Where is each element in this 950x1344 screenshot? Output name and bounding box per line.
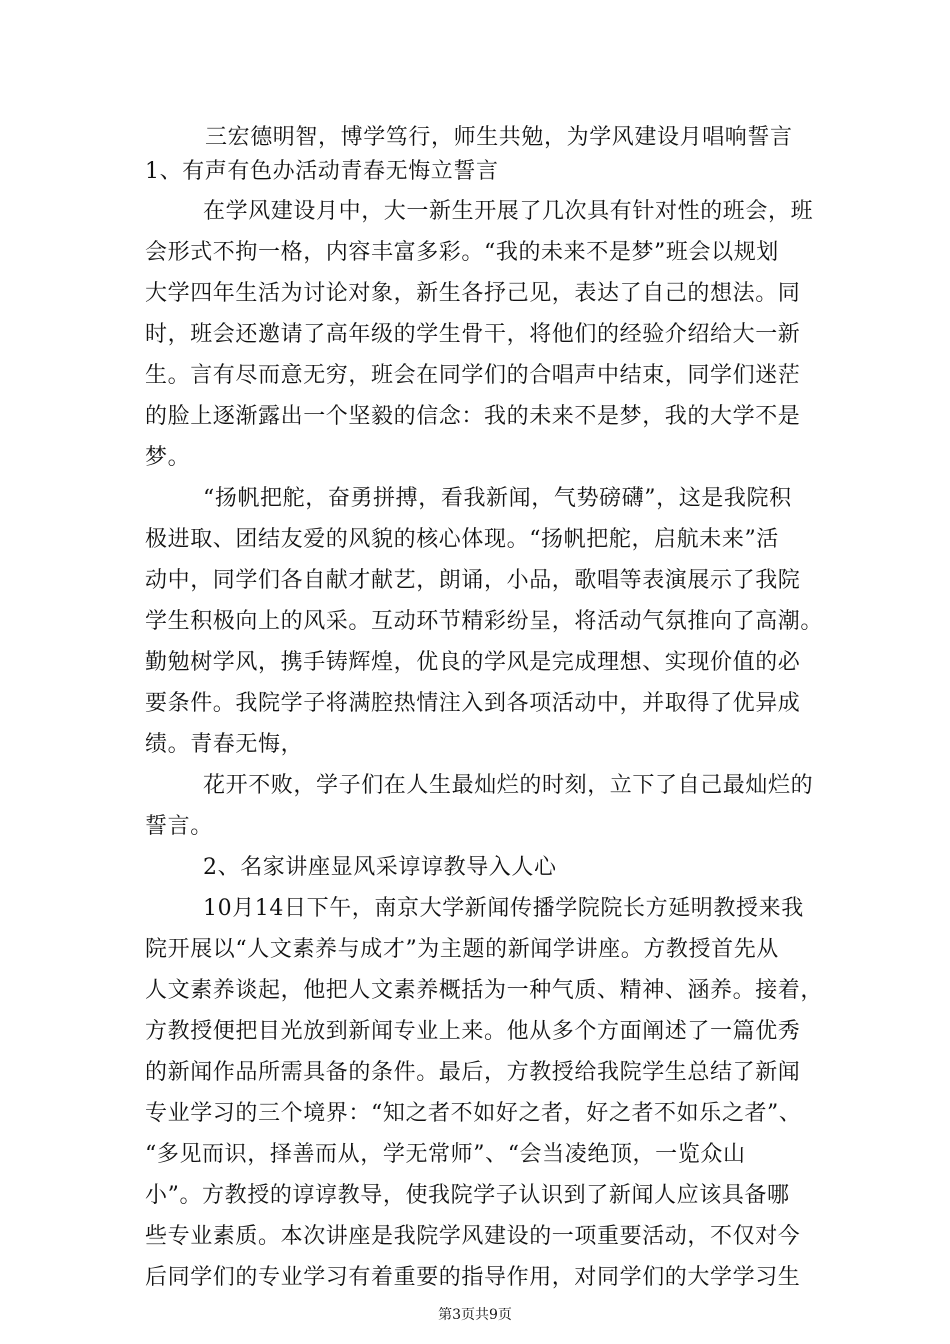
page-number-footer: 第3页共9页 bbox=[438, 1307, 512, 1323]
paragraph-line: 要条件。我院学子将满腔热情注入到各项活动中，并取得了优异成 bbox=[145, 691, 801, 716]
paragraph-line: 人文素养谈起，他把人文素养概括为一种气质、精神、涵养。接着， bbox=[145, 978, 824, 1003]
paragraph-line: 在学风建设月中，大一新生开展了几次具有针对性的班会，班 bbox=[203, 199, 814, 224]
paragraph-line: 后同学们的专业学习有着重要的指导作用，对同学们的大学学习生 bbox=[145, 1265, 801, 1290]
paragraph-line: “多见而识，择善而从，学无常师”、“会当凌绝顶，一览众山 bbox=[145, 1142, 746, 1167]
paragraph-line: 绩。青春无悔， bbox=[145, 732, 304, 757]
paragraph-line: 的新闻作品所需具备的条件。最后，方教授给我院学生总结了新闻 bbox=[145, 1060, 801, 1085]
paragraph-line: 会形式不拘一格，内容丰富多彩。“我的未来不是梦”班会以规划 bbox=[145, 240, 779, 265]
paragraph-line: 时，班会还邀请了高年级的学生骨干，将他们的经验介绍给大一新 bbox=[145, 322, 801, 347]
paragraph-line: 大学四年生活为讨论对象，新生各抒己见，表达了自己的想法。同 bbox=[145, 281, 801, 306]
paragraph-line: 动中，同学们各自献才献艺，朗诵，小品，歌唱等表演展示了我院 bbox=[145, 568, 801, 593]
section-title-2: 2、名家讲座显风采谆谆教导入人心 bbox=[203, 855, 557, 880]
paragraph-line: 的脸上逐渐露出一个坚毅的信念：我的未来不是梦，我的大学不是 bbox=[145, 404, 801, 429]
paragraph-line: 极进取、团结友爱的风貌的核心体现。“扬帆把舵，启航未来”活 bbox=[145, 527, 779, 552]
paragraph-line: 梦。 bbox=[145, 445, 191, 470]
paragraph-line: 院开展以“人文素养与成才”为主题的新闻学讲座。方教授首先从 bbox=[145, 937, 779, 962]
paragraph-line: “扬帆把舵，奋勇拼搏，看我新闻，气势磅礴”，这是我院积 bbox=[203, 486, 792, 511]
paragraph-line: 花开不败，学子们在人生最灿烂的时刻，立下了自己最灿烂的 bbox=[203, 773, 814, 798]
paragraph-line: 10月14日下午，南京大学新闻传播学院院长方延明教授来我 bbox=[203, 896, 804, 921]
paragraph-line: 誓言。 bbox=[145, 814, 213, 839]
paragraph-line: 方教授便把目光放到新闻专业上来。他从多个方面阐述了一篇优秀 bbox=[145, 1019, 801, 1044]
heading-line: 三宏德明智，博学笃行，师生共勉，为学风建设月唱响誓言 bbox=[205, 125, 793, 150]
paragraph-line: 些专业素质。本次讲座是我院学风建设的一项重要活动，不仅对今 bbox=[145, 1224, 801, 1249]
paragraph-line: 小”。方教授的谆谆教导，使我院学子认识到了新闻人应该具备哪 bbox=[145, 1183, 790, 1208]
paragraph-line: 学生积极向上的风采。互动环节精彩纷呈，将活动气氛推向了高潮。 bbox=[145, 609, 824, 634]
paragraph-line: 生。言有尽而意无穷，班会在同学们的合唱声中结束，同学们迷茫 bbox=[145, 363, 801, 388]
paragraph-line: 专业学习的三个境界：“知之者不如好之者，好之者不如乐之者”、 bbox=[145, 1101, 802, 1126]
section-title-1: 1、有声有色办活动青春无悔立誓言 bbox=[145, 159, 499, 184]
paragraph-line: 勤勉树学风，携手铸辉煌，优良的学风是完成理想、实现价值的必 bbox=[145, 650, 801, 675]
